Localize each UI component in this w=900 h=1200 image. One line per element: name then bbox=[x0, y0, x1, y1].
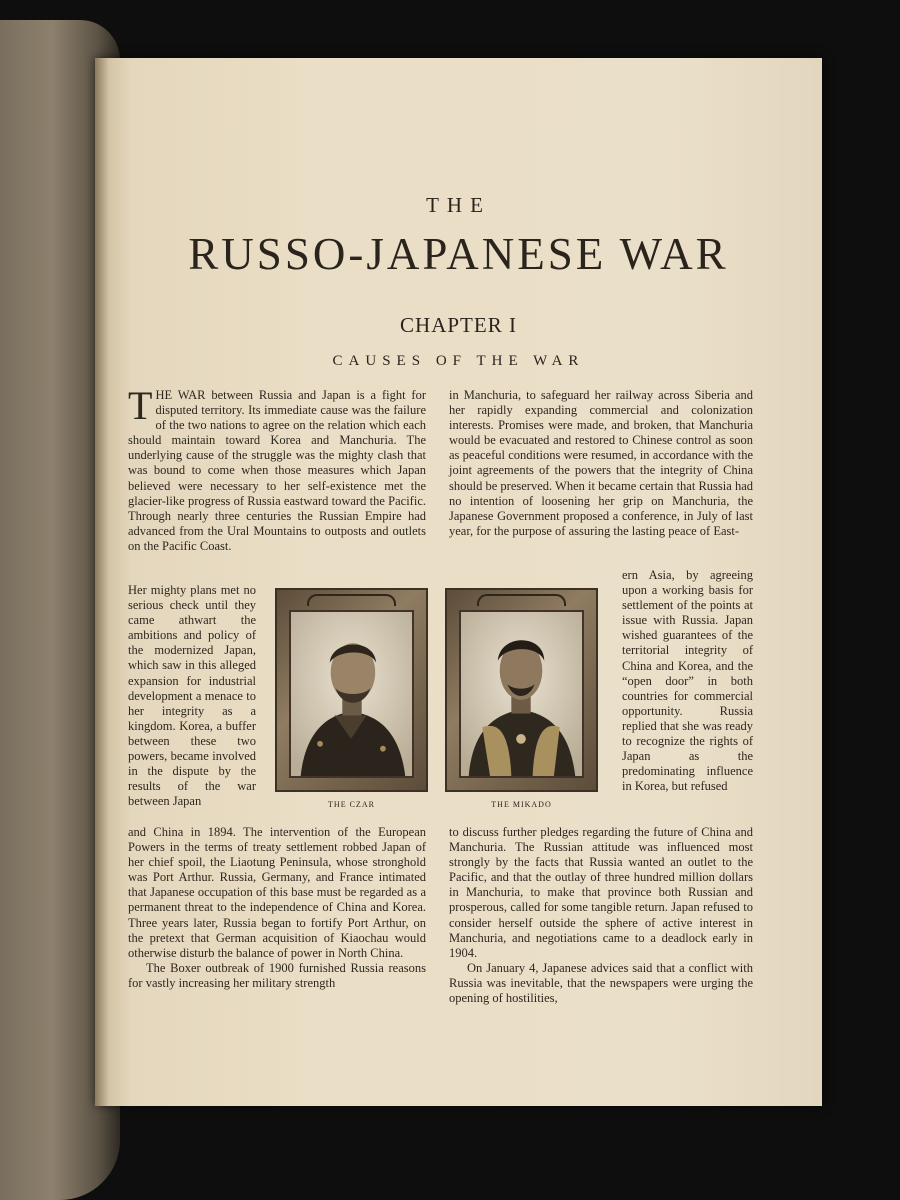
column-1-bottom-text: and China in 1894. The intervention of the European Powers in the terms of treaty settlement robbed Japan of her chief spoil, the Liaotung Peninsula, whose stronghold was Port Arthur. Russia, Germany, and France intimated that Japanese occupation of this base must be regarded as a permanent threat to the independence of China and Korea. Three years later, Russia began to fortify Port Arthur, on the pretext that German acquisition of Kiaochau would otherwise disturb the balance of power in North China. bbox=[128, 825, 426, 960]
mikado-caption: THE MIKADO bbox=[491, 800, 552, 809]
column-1-bottom-paragraph-2: The Boxer outbreak of 1900 furnished Russia reasons for vastly increasing her military strength bbox=[128, 960, 426, 990]
column-2-top bbox=[449, 388, 753, 539]
column-1-narrow-text: Her mighty plans met no serious check until they came athwart the ambitions and policy of the modernized Japan, which saw in this alleged expansion for industrial development a menace to her integrity as a kingdom. Korea, a buffer between these two powers, became involved in the dispute by the results of the war between Japan bbox=[128, 583, 256, 809]
czar-portrait bbox=[289, 610, 414, 778]
book-title: RUSSO-JAPANESE WAR bbox=[188, 229, 729, 279]
czar-portrait-frame bbox=[275, 588, 428, 792]
column-2-top-text: in Manchuria, to safeguard her railway across Siberia and her rapidly expanding commercial and colonization interests. Promises were made, and broken, that Manchuria would be evacuated and restored to Chinese control as soon as peaceful conditions were resumed, in accordance with the joint agreements of the powers that the integrity of China should be preserved. When it became certain that Russia had no intention of loosening her grip on Manchuria, the Japanese Government proposed a conference, in July of last year, for the purpose of assuring the lasting peace of East- bbox=[449, 388, 753, 538]
mikado-portrait-frame bbox=[445, 588, 598, 792]
column-2-narrow bbox=[622, 568, 753, 794]
column-2-bottom bbox=[449, 825, 753, 1006]
book-page bbox=[95, 58, 822, 1106]
mikado-portrait bbox=[459, 610, 584, 778]
column-2-bottom-paragraph-2: On January 4, Japanese advices said that a conflict with Russia was inevitable, that the newspapers were urging the opening of hostilities, bbox=[449, 960, 753, 1006]
chapter-title: CAUSES OF THE WAR bbox=[332, 353, 585, 369]
mikado-portrait-image bbox=[461, 612, 582, 776]
column-1-bottom bbox=[128, 825, 426, 991]
drop-cap: T bbox=[128, 383, 153, 428]
column-2-narrow-text: ern Asia, by agreeing upon a working basis for settlement of the points at issue with Russia. Japan wished guarantees of the territorial integrity of China and Korea, and the “open door” in both countries for commercial opportunity. Russia replied that she was ready to recognize the rights of Japan as the predominating influence in Korea, but refused bbox=[622, 568, 753, 794]
column-1-top-text: HE WAR between Russia and Japan is a fight for disputed territory. Its immediate cause was the failure of the two nations to agree on the relation which each should maintain toward Korea and Manchuria. The underlying cause of the struggle was the mighty clash that was bound to come when those measures which Japan believed were necessary to her self-existence met the glacier-like progress of Russia eastward toward the Pacific. Through nearly three centuries the Russian Empire had advanced from the Ural Mountains to outposts and outlets on the Pacific Coast. bbox=[128, 388, 426, 553]
title-prefix: THE bbox=[426, 193, 491, 217]
column-1-top bbox=[128, 383, 426, 554]
column-2-bottom-text: to discuss further pledges regarding the future of China and Manchuria. The Russian attitude was influenced most strongly by the facts that Russia wanted an outlet to the Pacific, and that the outlay of three hundred million dollars in Manchuria, to make that province both Russian and prosperous, called for some tangible return. Japan refused to consider herself outside the sphere of active interest in Manchuria, and negotiations came to a deadlock early in 1904. bbox=[449, 825, 753, 960]
frame-ornament bbox=[307, 594, 396, 606]
chapter-heading: CHAPTER I bbox=[400, 313, 517, 337]
czar-portrait-image bbox=[291, 612, 412, 776]
column-1-narrow bbox=[128, 583, 256, 809]
czar-caption: THE CZAR bbox=[328, 800, 375, 809]
frame-ornament bbox=[477, 594, 566, 606]
